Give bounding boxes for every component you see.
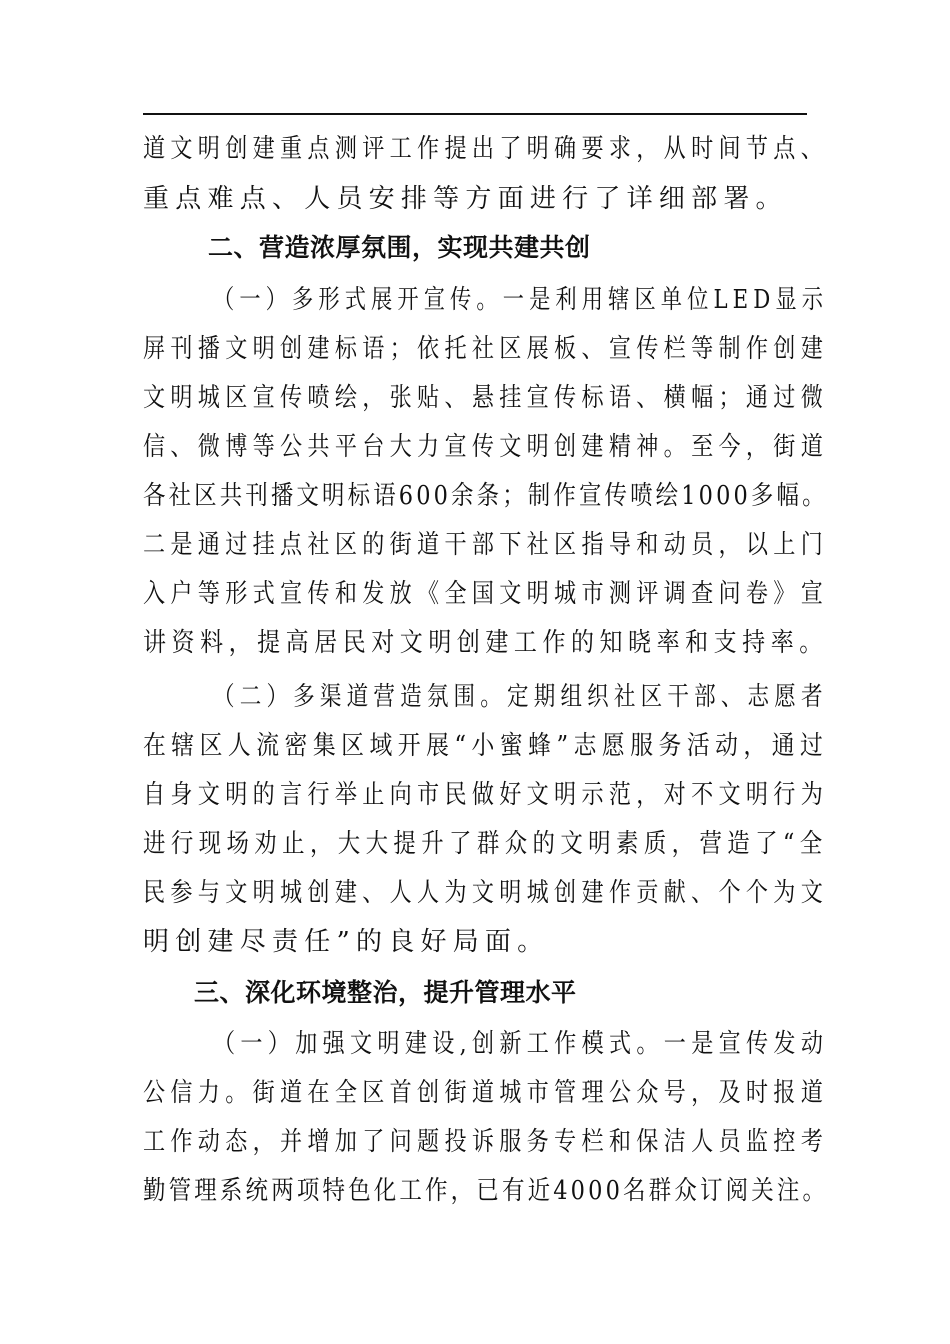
body-text-line: 勤管理系统两项特色化工作，已有近4000名群众订阅关注。 <box>143 1176 829 1206</box>
body-text-line: 入户等形式宣传和发放《全国文明城市测评调查问卷》宣 <box>143 579 829 609</box>
body-text-line: 自身文明的言行举止向市民做好文明示范，对不文明行为 <box>143 780 829 810</box>
body-text-line: 各社区共刊播文明标语600余条；制作宣传喷绘1000多幅。 <box>143 481 828 511</box>
body-text-line: 进行现场劝止，大大提升了群众的文明素质，营造了“全 <box>143 829 828 859</box>
body-text-line: （二）多渠道营造氛围。定期组织社区干部、志愿者 <box>213 682 828 712</box>
header-rule <box>143 113 807 115</box>
body-text-line: 信、微博等公共平台大力宣传文明创建精神。至今，街道 <box>143 432 829 462</box>
body-text-line: 公信力。街道在全区首创街道城市管理公众号，及时报道 <box>143 1078 829 1108</box>
body-text-line: 屏刊播文明创建标语；依托社区展板、宣传栏等制作创建 <box>143 334 829 364</box>
body-text-line: 工作动态，并增加了问题投诉服务专栏和保洁人员监控考 <box>143 1127 829 1157</box>
body-text-line: （一）多形式展开宣传。一是利用辖区单位LED显示 <box>213 285 829 315</box>
body-text-line: 道文明创建重点测评工作提出了明确要求，从时间节点、 <box>143 134 829 164</box>
body-text-line: 民参与文明城创建、人人为文明城创建作贡献、个个为文 <box>143 878 829 908</box>
body-text-line: 在辖区人流密集区域开展“小蜜蜂”志愿服务活动，通过 <box>143 731 829 761</box>
body-text-line: 文明城区宣传喷绘，张贴、悬挂宣传标语、横幅；通过微 <box>143 383 829 413</box>
body-text-line: 二是通过挂点社区的街道干部下社区指导和动员，以上门 <box>143 530 829 560</box>
section-heading: 三、深化环境整治，提升管理水平 <box>194 978 577 1007</box>
body-text-line: （一）加强文明建设,创新工作模式。一是宣传发动 <box>213 1029 829 1059</box>
section-heading: 二、营造浓厚氛围，实现共建共创 <box>208 233 591 262</box>
body-text-line: 重点难点、人员安排等方面进行了详细部署。 <box>143 184 788 214</box>
body-text-line: 讲资料，提高居民对文明创建工作的知晓率和支持率。 <box>143 628 828 658</box>
body-text-line: 明创建尽责任”的良好局面。 <box>143 927 550 957</box>
